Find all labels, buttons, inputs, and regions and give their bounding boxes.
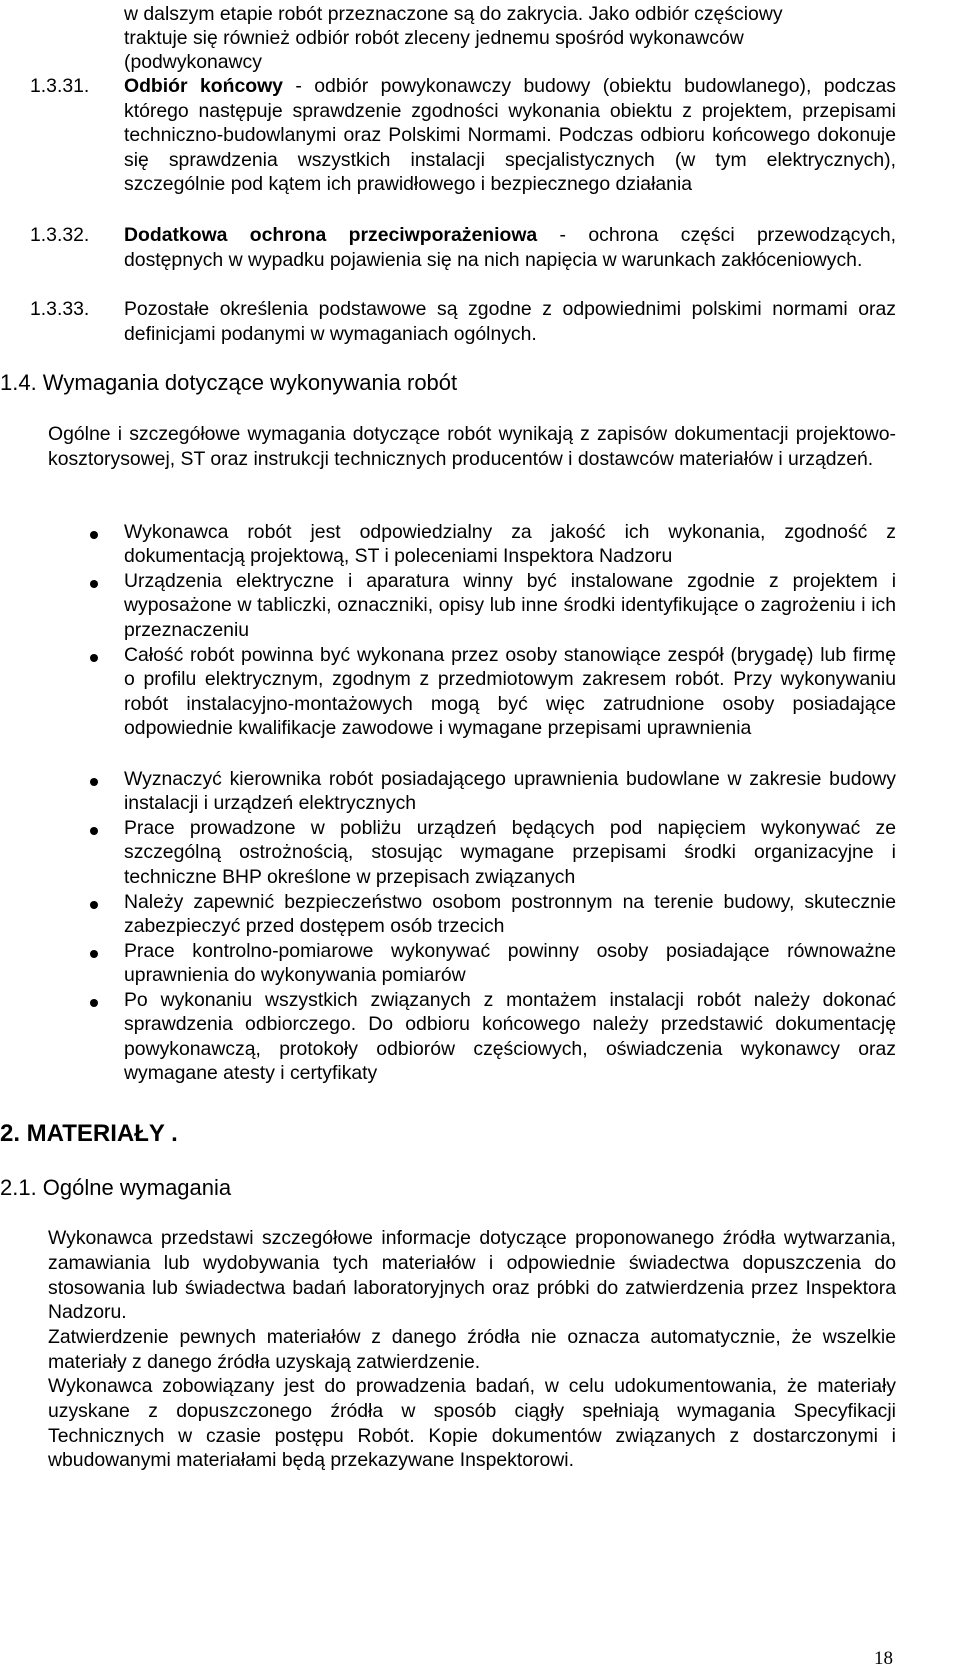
list-item: Urządzenia elektryczne i aparatura winny być instalowane zgodnie z projektem i wyposażone w tabliczki, oznaczniki, opisy lub inne środki identyfikujące o zagrożeniu i ich przeznaczeniu — [124, 570, 896, 641]
bullet-icon — [90, 580, 98, 588]
bullet-icon — [90, 531, 98, 539]
definition-body — [124, 297, 896, 346]
list-item: Prace kontrolno-pomiarowe wykonywać powinny osoby posiadające równoważne uprawnienia do wykonywania pomiarów — [124, 940, 896, 987]
list-item: Wykonawca robót jest odpowiedzialny za jakość ich wykonania, zgodność z dokumentacją projektową, ST i poleceniami Inspektora Nadzoru — [124, 521, 896, 568]
list-item: Należy zapewnić bezpieczeństwo osobom postronnym na terenie budowy, skutecznie zabezpieczyć przed dostępem osób trzecich — [124, 891, 896, 938]
chapter-heading: 2. MATERIAŁY . — [0, 1120, 178, 1147]
bullet-icon — [90, 778, 98, 786]
definition-text: - ochrona części przewodzących, dostępnych w wypadku pojawienia się na nich napięcia w warunkach zakłóceniowych. — [124, 224, 897, 271]
definition-term: Dodatkowa ochrona przeciwporażeniowa — [124, 224, 538, 246]
bullet-icon — [90, 827, 98, 835]
subsection-heading: 2.1. Ogólne wymagania — [0, 1175, 232, 1200]
definition-number: 1.3.33. — [30, 298, 90, 320]
continuation-line-2: traktuje się również odbiór robót zleceny jednemu spośród wykonawców — [124, 27, 744, 49]
paragraph: Wykonawca zobowiązany jest do prowadzenia badań, w celu udokumentowania, że materiały uzyskane z dopuszczonego źródła w sposób ciągły spełniają wymagania Specyfikacji Technicznych w czasie postępu Robót. Kopie dokumentów związanych z dostarczonymi i wbudowanymi materiałami będą przekazywane Inspektorowi. — [48, 1375, 896, 1472]
definition-number: 1.3.32. — [30, 224, 90, 246]
definition-term: Odbiór końcowy — [124, 75, 283, 97]
definition-body — [124, 223, 896, 272]
bullet-icon — [90, 901, 98, 909]
bullet-icon — [90, 654, 98, 662]
page-number: 18 — [874, 1648, 893, 1669]
continuation-line-3: (podwykonawcy — [124, 51, 262, 73]
continuation-line-1: w dalszym etapie robót przeznaczone są do zakrycia. Jako odbiór częściowy — [124, 3, 783, 25]
section-heading: 1.4. Wymagania dotyczące wykonywania robót — [0, 370, 458, 395]
paragraph: Wykonawca przedstawi szczegółowe informacje dotyczące proponowanego źródła wytwarzania, zamawiania lub wydobywania tych materiałów i odpowiednie świadectwa dopuszczenia do stosowania lub świadectwa badań laboratoryjnych oraz próbki do zatwierdzenia przez Inspektora Nadzoru. — [48, 1227, 896, 1324]
list-item: Po wykonaniu wszystkich związanych z montażem instalacji robót należy dokonać sprawdzenia odbiorczego. Do odbioru końcowego należy przedstawić dokumentację powykonawczą, protokoły odbiorów częściowych, oświadczenia wykonawcy oraz wymagane atesty i certyfikaty — [124, 989, 896, 1084]
definition-text: - odbiór powykonawczy budowy (obiektu budowlanego), podczas którego następuje sprawdzenie zgodności wykonania obiektu z projektem, przepisami techniczno-budowlanymi oraz Polskimi Normami. Podczas odbioru końcowego dokonuje się sprawdzenia wszystkich instalacji specjalistycznych (w tym elektrycznych), szczególnie pod kątem ich prawidłowego i bezpiecznego działania — [124, 75, 896, 195]
section-intro: Ogólne i szczegółowe wymagania dotyczące robót wynikają z zapisów dokumentacji projektowo-kosztorysowej, ST oraz instrukcji technicznych producentów i dostawców materiałów i urządzeń. — [48, 423, 896, 470]
list-item: Całość robót powinna być wykonana przez osoby stanowiące zespół (brygadę) lub firmę o profilu elektrycznym, zgodnym z przedmiotowym zakresem robót. Przy wykonywaniu robót instalacyjno-montażowych mogą być więc zatrudnione osoby posiadające odpowiednie kwalifikacje zawodowe i wymagane przepisami uprawnienia — [124, 644, 896, 739]
list-item: Wyznaczyć kierownika robót posiadającego uprawnienia budowlane w zakresie budowy instalacji i urządzeń elektrycznych — [124, 768, 896, 815]
bullet-icon — [90, 999, 98, 1007]
bullet-icon — [90, 950, 98, 958]
definition-number: 1.3.31. — [30, 75, 90, 97]
paragraph: Zatwierdzenie pewnych materiałów z danego źródła nie oznacza automatycznie, że wszelkie materiały z danego źródła uzyskają zatwierdzenie. — [48, 1326, 896, 1373]
list-item: Prace prowadzone w pobliżu urządzeń będących pod napięciem wykonywać ze szczególną ostrożnością, stosując wymagane przepisami środki organizacyjne i techniczne BHP określone w przepisach związanych — [124, 817, 896, 888]
definition-text: Pozostałe określenia podstawowe są zgodne z odpowiednimi polskimi normami oraz definicjami podanymi w wymaganiach ogólnych. — [124, 298, 896, 345]
definition-body — [124, 74, 896, 197]
